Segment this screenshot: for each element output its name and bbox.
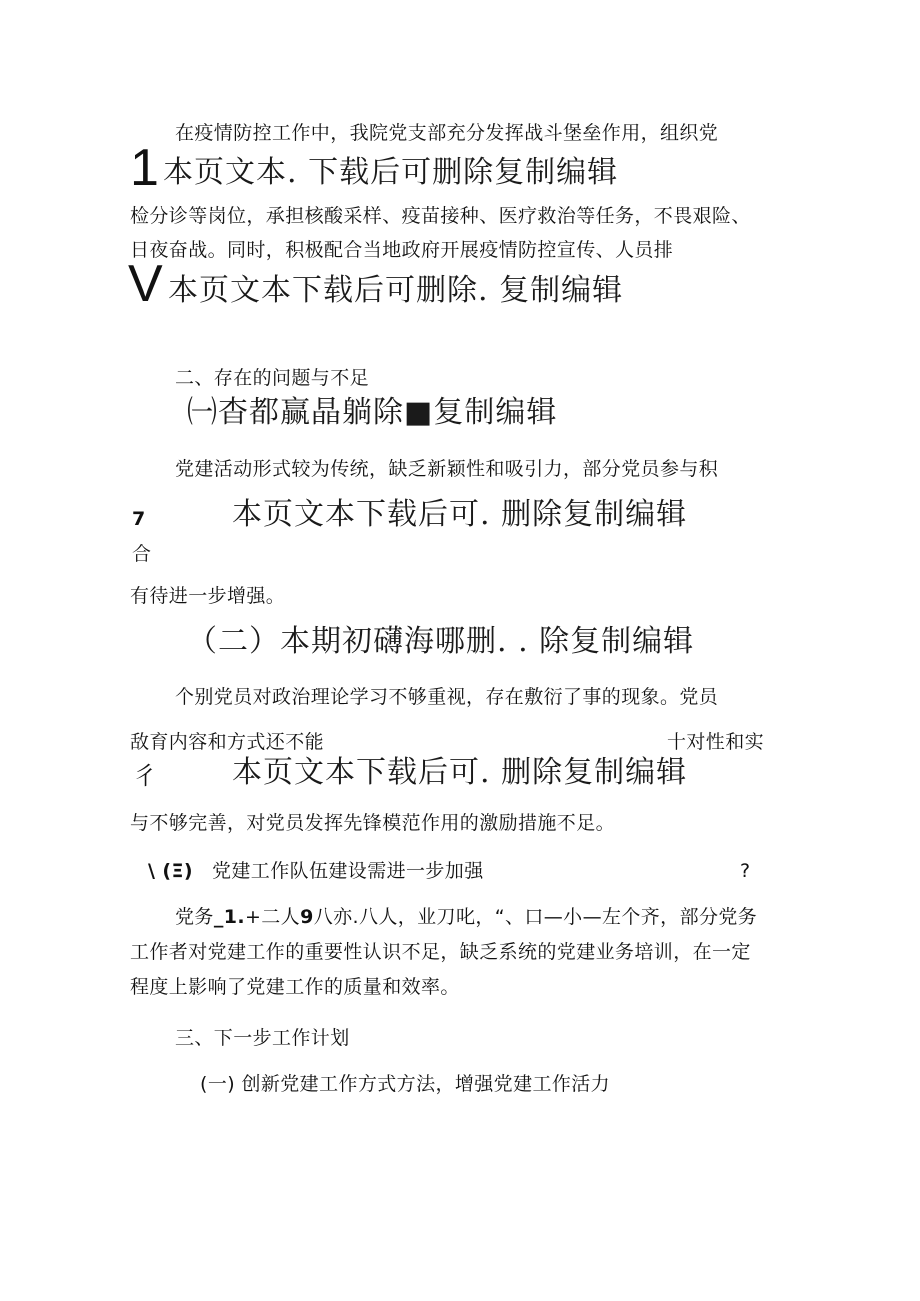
paragraph-line xyxy=(175,908,757,927)
text-run: _1. xyxy=(213,906,245,928)
text-run: 八亦.八人，业刀叱，“、口—小—左个齐，部分党务 xyxy=(313,906,758,928)
section-heading: 三、下一步工作计划 xyxy=(175,1027,350,1049)
watermark-mark-char: 7 xyxy=(132,508,146,530)
paragraph-line: 日夜奋战。同时，积极配合当地政府开展疫情防控宣传、人员排 xyxy=(130,239,674,261)
watermark-overlay-text: 本页文本下载后可. 删除复制编辑 xyxy=(232,755,688,790)
garbled-subheading: （二）本期初礴海哪删. . 除复制编辑 xyxy=(187,624,695,659)
subheading: (一) 创新党建工作方式方法，增强党建工作活力 xyxy=(200,1073,611,1095)
watermark-mark-char: V xyxy=(128,255,163,313)
paragraph-line: 敌育内容和方式还不能 xyxy=(130,731,325,753)
subheading-prefix: \ (Ξ) xyxy=(148,860,193,882)
watermark-overlay-text: 本页文本下载后可. 删除复制编辑 xyxy=(232,497,688,532)
subheading: 党建工作队伍建设需进一步加强 xyxy=(212,860,484,882)
text-run: 党务 xyxy=(175,906,214,928)
watermark-overlay-text: 本页文本. 下载后可删除复制编辑 xyxy=(163,155,619,190)
text-run: 9 xyxy=(300,906,314,928)
text-run: +二人 xyxy=(244,906,301,928)
garbled-subheading: ㈠杳都赢晶躺除■复制编辑 xyxy=(187,395,558,430)
watermark-overlay-text: 本页文本下载后可删除. 复制编辑 xyxy=(168,273,624,308)
paragraph-line: 工作者对党建工作的重要性认识不足，缺乏系统的党建业务培训，在一定 xyxy=(130,941,751,963)
paragraph-line: 检分诊等岗位，承担核酸采样、疫苗接种、医疗救治等任务，不畏艰险、 xyxy=(130,205,751,227)
stray-mark: ? xyxy=(740,860,751,882)
paragraph-line: 程度上影响了党建工作的质量和效率。 xyxy=(130,976,460,998)
paragraph-line: 十对性和实 xyxy=(667,731,765,753)
paragraph-line: 个别党员对政治理论学习不够重视，存在敷衍了事的现象。党员 xyxy=(175,686,719,708)
paragraph-line: 有待进一步增强。 xyxy=(130,585,286,607)
paragraph-line: 党建活动形式较为传统，缺乏新颖性和吸引力，部分党员参与积 xyxy=(175,458,719,480)
watermark-mark-char: 1 xyxy=(130,139,159,197)
paragraph-line: 与不够完善，对党员发挥先锋模范作用的激励措施不足。 xyxy=(130,812,616,834)
section-heading: 二、存在的问题与不足 xyxy=(175,367,370,389)
watermark-mark-char: 彳 xyxy=(133,762,158,790)
paragraph-line: 合 xyxy=(132,543,152,565)
paragraph-line: 在疫情防控工作中，我院党支部充分发挥战斗堡垒作用，组织党 xyxy=(175,122,719,144)
